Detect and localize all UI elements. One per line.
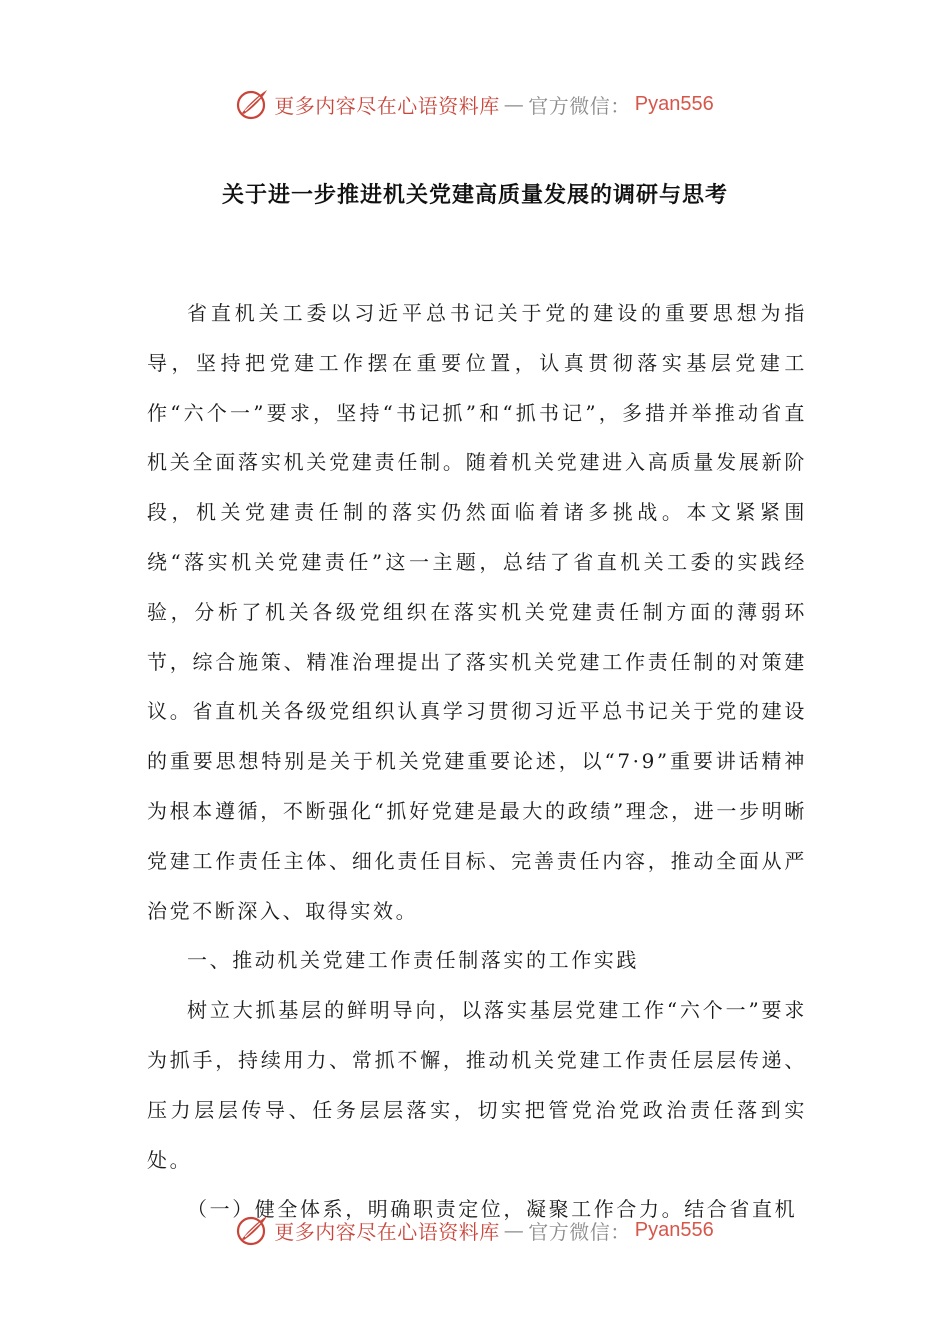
header-watermark <box>0 82 950 126</box>
document-title: 关于进一步推进机关党建高质量发展的调研与思考 <box>221 183 728 208</box>
watermark-brand-text: 更多内容尽在心语资料库 <box>274 93 500 118</box>
section-heading: 一、推动机关党建工作责任制落实的工作实践 <box>187 948 639 973</box>
watermark-separator: — <box>503 92 525 116</box>
watermark-separator: — <box>503 1218 525 1242</box>
footer-watermark <box>0 1208 950 1252</box>
watermark-brand-text: 更多内容尽在心语资料库 <box>274 1219 500 1244</box>
watermark-wechat-id: Pyan556 <box>634 92 714 115</box>
watermark-wechat-label: 官方微信： <box>528 1219 631 1244</box>
watermark-wechat-label: 官方微信： <box>528 93 631 118</box>
watermark-wechat-id: Pyan556 <box>634 1218 714 1241</box>
document-body <box>147 289 807 1235</box>
quill-pen-logo-icon <box>236 87 270 121</box>
quill-pen-logo-icon <box>236 1213 270 1247</box>
body-paragraph: 树立大抓基层的鲜明导向，以落实基层党建工作“六个一”要求为抓手，持续用力、常抓不懈，推动机关党建工作责任层层传递、压力层层传导、任务层层落实，切实把管党治党政治责任落到实处。 <box>147 998 807 1172</box>
intro-paragraph: 省直机关工委以习近平总书记关于党的建设的重要思想为指导，坚持把党建工作摆在重要位置，认真贯彻落实基层党建工作“六个一”要求，坚持“书记抓”和“抓书记”，多措并举推动省直机关全面落实机关党建责任制。随着机关党建进入高质量发展新阶段，机关党建责任制的落实仍然面临着诸多挑战。本文紧紧围绕“落实机关党建责任”这一主题，总结了省直机关工委的实践经验，分析了机关各级党组织在落实机关党建责任制方面的薄弱环节，综合施策、精准治理提出了落实机关党建工作责任制的对策建议。省直机关各级党组织认真学习贯彻习近平总书记关于党的建设的重要思想特别是关于机关党建重要论述，以“7·9”重要讲话精神为根本遵循，不断强化“抓好党建是最大的政绩”理念，进一步明晰党建工作责任主体、细化责任目标、完善责任内容，推动全面从严治党不断深入、取得实效。 <box>147 301 807 923</box>
subsection-paragraph: （一）健全体系，明确职责定位，凝聚工作合力。结合省直机 <box>187 1197 798 1222</box>
